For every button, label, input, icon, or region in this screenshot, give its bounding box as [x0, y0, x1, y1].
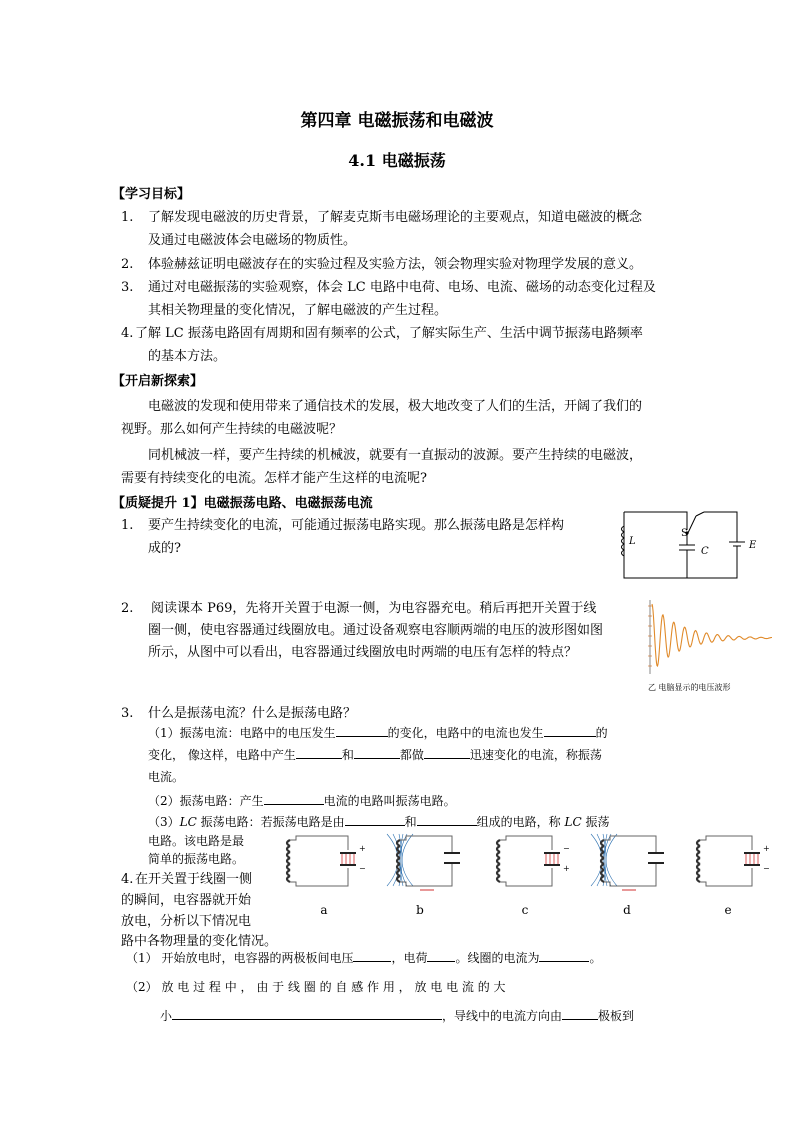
q3-num: 3.	[121, 706, 134, 721]
blank[interactable]	[345, 811, 405, 826]
label-E: E	[749, 540, 757, 551]
q3-1b-text-b: 和	[341, 748, 354, 762]
q4-2b-text-b: ，导线中的电流方向由	[442, 1009, 563, 1023]
q4-line1: 在开关置于线圈一侧	[135, 872, 253, 887]
q4-2b-text-c: 极板到	[598, 1009, 635, 1023]
label-L: L	[629, 536, 636, 547]
q4-1-text-c: 。线圈的电流为	[455, 951, 540, 965]
q4-1-text-d: 。	[589, 951, 602, 965]
q3-3-text-b: 振荡电路：若振荡电路是由	[196, 815, 345, 829]
q3-1-line1	[148, 721, 608, 745]
oscillation-figures	[282, 830, 772, 892]
q3-2-text-b: 电流的电路叫振荡电路。	[323, 794, 456, 808]
figure-label-b: b	[416, 903, 424, 917]
blank[interactable]	[264, 790, 324, 805]
figure-c	[497, 836, 570, 886]
q3-3-text-d: 组成的电路，称	[476, 815, 565, 829]
blank[interactable]	[562, 1005, 598, 1020]
q3-1b-text-d: 迅速变化的电流，称振荡	[469, 748, 602, 762]
blank[interactable]	[353, 947, 391, 962]
q3-3-text-a: （3）	[148, 815, 180, 829]
goal-1-line2: 及通过电磁波体会电磁场的物质性。	[148, 233, 357, 248]
inquiry-heading: 【质疑提升 1】电磁振荡电路、电磁振荡电流	[112, 496, 373, 511]
q3-1-text-a: （1）振荡电流：电路中的电压发生	[148, 726, 336, 740]
q3-3-lc2: LC	[564, 815, 582, 829]
goal-4-num: 4.	[121, 326, 134, 341]
q3-1b-text-c: 都做	[399, 748, 424, 762]
blank[interactable]	[296, 744, 342, 759]
q3-3-lc: LC	[179, 815, 197, 829]
q3-3-line3: 简单的振荡电路。	[148, 852, 245, 866]
q3-3-line2: 电路。该电路是最	[148, 834, 245, 848]
q2-line2: 圈一侧，使电容器通过线圈放电。通过设备观察电容顺两端的电压的波形图如图	[148, 623, 604, 638]
blank[interactable]	[544, 722, 596, 737]
svg-text:+: +	[763, 844, 770, 853]
svg-text:+: +	[359, 844, 366, 853]
goals-heading: 【学习目标】	[112, 187, 191, 202]
q1-num: 1.	[121, 518, 134, 533]
q3-1-line3: 电流。	[148, 770, 185, 784]
q4-num: 4.	[121, 872, 134, 887]
q3-1-text-b: 的变化，电路中的电流也发生	[387, 726, 544, 740]
blank[interactable]	[427, 947, 455, 962]
q4-line2: 的瞬间，电容器就开始	[121, 893, 252, 908]
blank[interactable]	[336, 722, 388, 737]
q4-line4: 路中各物理量的变化情况。	[121, 934, 278, 949]
blank[interactable]	[539, 947, 589, 962]
goal-1-num: 1.	[121, 210, 134, 225]
blank[interactable]	[417, 811, 477, 826]
svg-text:+: +	[563, 864, 570, 873]
figure-label-e: e	[724, 903, 732, 917]
q2-num: 2.	[121, 601, 134, 616]
blank[interactable]	[172, 1005, 442, 1020]
figure-a	[287, 836, 366, 886]
lc-circuit-diagram	[612, 508, 772, 586]
goal-1-line1: 了解发现电磁波的历史背景，了解麦克斯韦电磁场理论的主要观点，知道电磁波的概念	[148, 210, 643, 225]
svg-text:−: −	[563, 844, 570, 853]
goal-3-line1: 通过对电磁振荡的实验观察，体会 LC 电路中电荷、电场、电流、磁场的动态变化过程及	[148, 280, 656, 295]
svg-text:−: −	[763, 864, 770, 873]
q3-3-text-f: 振荡	[581, 815, 610, 829]
svg-text:−: −	[359, 864, 366, 873]
explore-p2-line2: 需要有持续变化的电流。怎样才能产生这样的电流呢?	[121, 471, 427, 486]
goal-3-num: 3.	[121, 280, 134, 295]
q3-1-line2	[148, 743, 602, 767]
q3-2-text-a: （2）振荡电路：产生	[148, 794, 264, 808]
waveform-caption: 乙 电脑显示的电压波形	[648, 683, 731, 692]
label-S: S	[681, 528, 688, 539]
figure-d	[591, 834, 664, 890]
q4-1-text-b: ，电荷	[391, 951, 428, 965]
q4-line3: 放电，分析以下情况电	[121, 914, 252, 929]
q4-1-text-a: （1） 开始放电时，电容器的两极板间电压	[126, 951, 354, 965]
voltage-waveform	[644, 598, 774, 692]
q3-text: 什么是振荡电流？什么是振荡电路？	[148, 706, 357, 721]
chapter-title: 第四章 电磁振荡和电磁波	[300, 111, 494, 131]
q3-1-text-c: 的	[595, 726, 608, 740]
explore-p2-line1: 同机械波一样，要产生持续的机械波，就要有一直振动的波源。要产生持续的电磁波，	[148, 448, 643, 463]
blank[interactable]	[424, 744, 470, 759]
q1-line1: 要产生持续变化的电流，可能通过振荡电路实现。那么振荡电路是怎样构	[148, 518, 565, 533]
section-title: 4.1 电磁振荡	[348, 151, 446, 170]
goal-2-num: 2.	[121, 257, 134, 272]
figure-e	[697, 836, 770, 886]
q2-line1: 阅读课本 P69，先将开关置于电源一侧，为电容器充电。稍后再把开关置于线	[151, 601, 597, 616]
q3-3-text-c: 和	[404, 815, 417, 829]
q4-2-line1: （2） 放 电 过 程 中 ， 由 于 线 圈 的 自 感 作 用 ， 放 电 电 流 的 大	[126, 980, 506, 994]
explore-heading: 【开启新探索】	[112, 374, 204, 389]
q1-line2: 成的?	[148, 541, 181, 556]
q3-1b-text-a: 变化， 像这样，电路中产生	[148, 748, 296, 762]
goal-4-line2: 的基本方法。	[148, 349, 227, 364]
figure-b	[387, 834, 460, 890]
label-C: C	[701, 546, 709, 557]
figure-label-a: a	[320, 903, 328, 917]
blank[interactable]	[354, 744, 400, 759]
figure-label-d: d	[623, 903, 631, 917]
explore-p1-line1: 电磁波的发现和使用带来了通信技术的发展，极大地改变了人们的生活，开阔了我们的	[148, 399, 643, 414]
q2-line3: 所示，从图中可以看出，电容器通过线圈放电时两端的电压有怎样的特点？	[148, 645, 578, 660]
figure-label-c: c	[521, 903, 529, 917]
explore-p1-line2: 视野。那么如何产生持续的电磁波呢？	[121, 422, 343, 437]
q4-1-line	[126, 946, 602, 970]
goal-4-line1: 了解 LC 振荡电路固有周期和固有频率的公式，了解实际生产、生活中调节振荡电路频率	[135, 326, 643, 341]
goal-3-line2: 其相关物理量的变化情况，了解电磁波的产生过程。	[148, 303, 448, 318]
q4-2b-text-a: 小	[160, 1009, 173, 1023]
q4-2-line2	[160, 1004, 634, 1028]
goal-2-line1: 体验赫兹证明电磁波存在的实验过程及实验方法，领会物理实验对物理学发展的意义。	[148, 257, 643, 272]
